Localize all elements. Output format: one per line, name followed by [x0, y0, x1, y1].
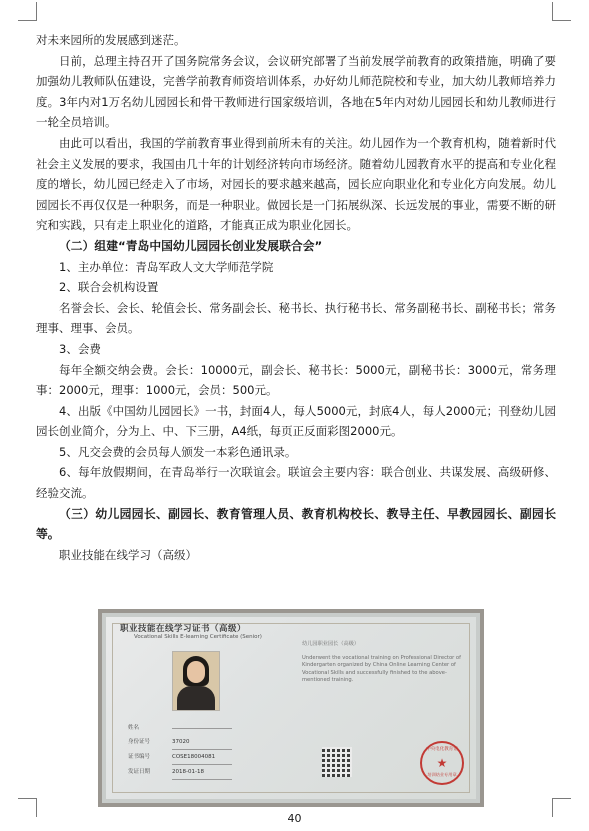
list-item: 5、凡交会费的会员每人颁发一本彩色通讯录。	[59, 444, 297, 459]
paragraph: 对未来园所的发展感到迷茫。	[36, 33, 186, 47]
list-item: 每年全额交纳会费。会长：10000元，副会长、秘书长：5000元，副秘书长：3000元，常务理事：2000元，理事：1000元，会员：500元。	[36, 362, 556, 398]
paragraph: 由此可以看出，我国的学前教育事业得到前所未有的关注。幼儿园作为一个教育机构，随着新时代社会主义发展的要求，我国由几十年的计划经济转向市场经济。随着幼儿园教育水平的提高和专业化程度的增长，幼儿园已经走入了市场，对园长的要求越来越高，园长应向职业化和专业化方向发展。幼儿园园长不再仅仅是一种职务，而是一种职业。做园长是一门拓展纵深、长远发展的事业，需要不断的研究和实践，只有走上职业化的道路，才能真正成为职业化园长。	[36, 135, 556, 233]
list-item: 名誉会长、会长、轮值会长、常务副会长、秘书长、执行秘书长、常务副秘书长、副秘书长；常务理事、理事、会员。	[36, 300, 556, 336]
page-number: 40	[287, 812, 302, 825]
certificate-statement	[302, 641, 462, 685]
certificate-photo	[98, 609, 484, 807]
paragraph: 日前，总理主持召开了国务院常务会议，会议研究部署了当前发展学前教育的政策措施，明确了要加强幼儿教师队伍建设，完善学前教育师资培训体系，办好幼儿师范院校和专业，加大幼儿教师培养力度。3年内对1万名幼儿园园长和骨干教师进行国家级培训，各地在5年内对幼儿园园长和幼儿教师进行一轮全员培训。	[36, 53, 556, 130]
list-item: 4、出版《中国幼儿园园长》一书，封面4人，每人5000元，封底4人，每人2000元；刊登幼儿园园长创业简介，分为上、中、下三册，A4纸，每页正反面彩图2000元。	[36, 403, 556, 439]
certificate-field: 证书编号 COSE18004081	[128, 750, 232, 765]
document-body	[36, 30, 556, 565]
official-seal: 中央电化教育馆 ★ 培训结业专用章	[420, 741, 464, 785]
certificate-statement-en: Underwent the vocational training on Professional Director of Kindergarten organized by China Online Learning Center of Vocational Skills and successfully finished to the above-mentioned training.	[302, 654, 461, 684]
image-caption: 职业技能在线学习（高级）	[59, 547, 197, 562]
list-item: 1、主办单位：青岛军政人文大学师范学院	[59, 259, 274, 274]
certificate	[102, 613, 480, 803]
list-item: 2、联合会机构设置	[59, 280, 159, 295]
list-item: 6、每年放假期间，在青岛举行一次联谊会。联谊会主要内容：联合创业、共谋发展、高级研修、经验交流。	[36, 465, 556, 501]
certificate-field: 姓名	[128, 721, 232, 735]
list-item: 3、会费	[59, 341, 101, 356]
crop-mark-top-left	[18, 2, 37, 21]
qr-code-icon	[322, 747, 352, 777]
certificate-field: 身份证号 37020	[128, 735, 232, 750]
section-heading: （二）组建“青岛中国幼儿园园长创业发展联合会”	[59, 238, 323, 253]
portrait-photo	[172, 651, 220, 711]
certificate-subtitle: Vocational Skills E-learning Certificate (Senior)	[134, 634, 262, 640]
crop-mark-top-right	[552, 2, 571, 21]
certificate-course: 幼儿园职业园长（高级）	[302, 641, 360, 647]
certificate-title: 职业技能在线学习证书（高级）	[120, 624, 247, 634]
certificate-field: 发证日期 2018-01-18	[128, 765, 232, 780]
certificate-fields	[128, 721, 232, 780]
section-heading: （三）幼儿园园长、副园长、教育管理人员、教育机构校长、教导主任、早教园园长、副园长等。	[36, 506, 556, 542]
